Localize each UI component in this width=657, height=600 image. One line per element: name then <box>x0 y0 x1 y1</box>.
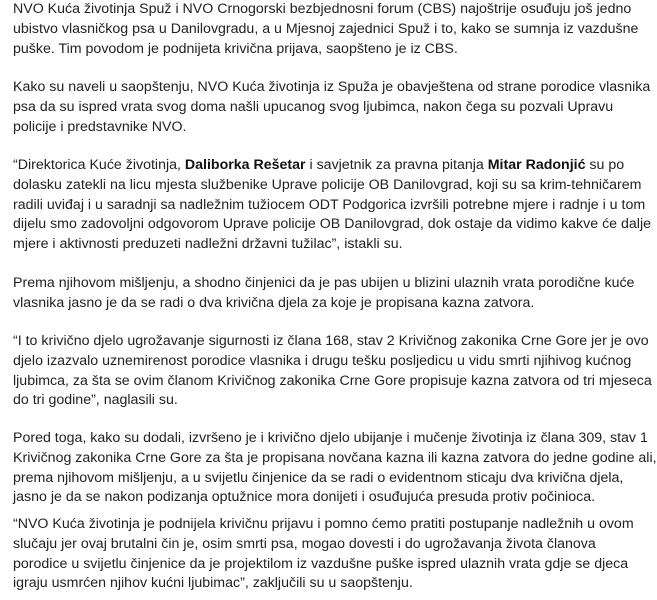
text-line: dolasku zatekli na licu mjesta službenike Uprave policije OB Danilovgrad, koji su sa krim-tehničarem <box>13 176 642 193</box>
text-line: puške. Tim povodom je podnijeta krivična prijava, saopšteno je iz CBS. <box>13 40 458 57</box>
paragraph-2 <box>13 78 651 137</box>
text-line: vlasnika jasno je da se radi o dva krivična djela za koje je propisana kazna zatvora. <box>13 294 535 311</box>
text-line: porodice u svijetlu činjenice da je projektilom iz vazdušne puške ispred ulaznih vrata gdje se djeca <box>13 555 629 572</box>
text-line: psa da su ispred vrata svog doma našli upucanog svog ljubimca, nakon čega su pozvali Upravu <box>13 98 614 115</box>
text-line: ubistvo vlasničkog psa u Danilovgradu, a u Mjesnoj zajednici Spuž i to, kako se sumnja iz vazdušne <box>13 20 639 37</box>
text-run: i savjetnik za pravna pitanja <box>305 157 488 173</box>
text-line: policije i predstavnike NVO. <box>13 118 187 135</box>
text-line: igraju usmrćen njihov kućni ljubimac”, zaključili su u saopštenju. <box>13 575 413 592</box>
text-line: slučaju jer ovaj brutalni čin je, osim smrti psa, mogao dovesti i do ugrožavanja života članova <box>13 535 596 552</box>
paragraph-4 <box>13 274 635 314</box>
text-line: NVO Kuća životinja Spuž i NVO Crnogorski bezbjednosni forum (CBS) najoštrije osuđuju još jedno <box>13 1 632 17</box>
text-line: Prema njihovom mišljenju, a shodno činjenici da je pas ubijen u blizini ulaznih vrata porodične kuće <box>13 275 635 291</box>
text-run: su po <box>585 157 625 173</box>
text-line: radili uviđaj i u saradnji sa nadležnim tužiocem ODT Podgorica izvršili potrebne mjere i radnje i u tom <box>13 196 646 213</box>
text-line: mjere i aktivnosti preduzeti nadležni državni tužilac”, istakli su. <box>13 236 403 253</box>
text-line: ljubimca, za šta se ovim članom Krivičnog zakonika Crne Gore propisuje kazna zatvora od tri mjeseca <box>13 372 652 389</box>
paragraph-5 <box>13 332 652 411</box>
text-line: “I to krivično djelo ugrožavanje sigurnosti iz člana 168, stav 2 Krivičnog zakonika Crne Gore jer je ovo <box>13 333 649 349</box>
text-line: Pored toga, kako su dodali, izvršeno je i krivično djelo ubijanje i mučenje životinja iz člana 309, stav 1 <box>13 430 648 446</box>
text-line: do tri godine”, naglasili su. <box>13 392 178 409</box>
paragraph-6 <box>13 429 657 508</box>
text-line: prema njihovom mišljenju, a u svijetlu činjenice da se radi o evidentnom sticaju dva krivična djela, <box>13 469 624 486</box>
person-name-daliborka-resetar: Daliborka Rešetar <box>184 157 306 173</box>
paragraph-3 <box>13 156 651 255</box>
text-line: jasno je da se nakon podizanja optužnice mora donijeti i osuđujuća presuda protiv počinioca. <box>13 489 596 506</box>
text-line <box>13 156 625 176</box>
text-line: djelo izazvalo uznemirenost porodice vlasnika i drugu tešku posljedicu u vidu smrti njihivog kućnog <box>13 352 632 369</box>
text-line: “NVO Kuća životinja je podnijela krivičnu prijavu i pomno ćemo pratiti postupanje nadležnih u ovom <box>13 516 634 532</box>
paragraph-1 <box>13 0 639 59</box>
text-run: “Direktorica Kuće životinja, <box>13 157 185 173</box>
person-name-mitar-radonjic: Mitar Radonjić <box>487 157 586 173</box>
text-line: Krivičnog zakonika Crne Gore za šta je propisana novčana kazna ili kazna zatvora do jedne godine ali, <box>13 449 657 466</box>
text-line: dijelu smo zadovoljni odgovorom Uprave policije OB Danilovgrad, dok ostaje da vidimo kakve će dalje <box>13 216 651 233</box>
text-line: Kako su naveli u saopštenju, NVO Kuća životinja iz Spuža je obavještena od strane porodice vlasnika <box>13 79 651 95</box>
paragraph-7 <box>13 515 634 594</box>
